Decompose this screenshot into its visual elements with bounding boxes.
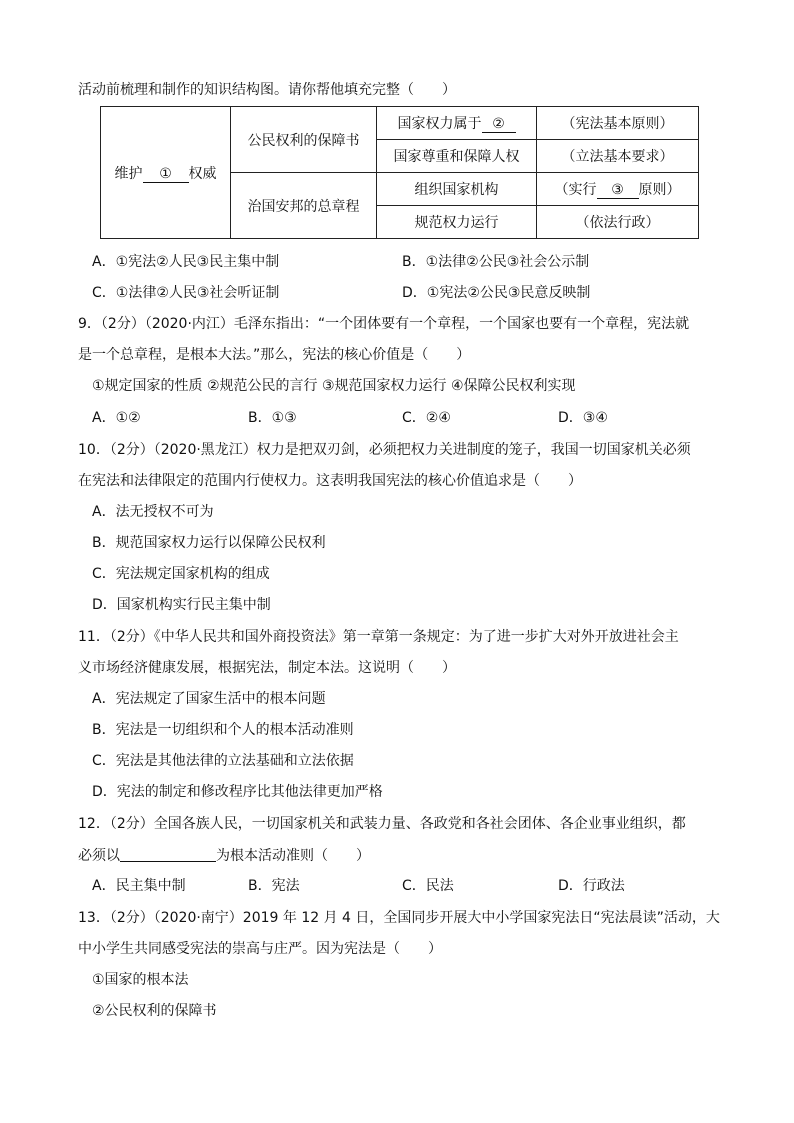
q12-option-a: A．民主集中制 [92,878,186,894]
q9-option-c: C．②④ [402,410,451,426]
table-cell-charter: 治国安邦的总章程 [231,173,377,239]
q8-option-d: D．①宪法②公民③民意反映制 [402,285,591,301]
table-cell-r1a [377,107,537,140]
q8-option-c: C．①法律②人民③社会听证制 [92,285,280,301]
q11-line-1: 11．（2分）《中华人民共和国外商投资法》第一章第一条规定：为了进一步扩大对外开放进社会主 [78,629,679,645]
table-cell-guarantee: 公民权利的保障书 [231,107,377,173]
q12-line-1: 12．（2分）全国各族人民，一切国家机关和武装力量、各政党和各社会团体、各企业事业组织，都 [78,816,686,832]
root-prefix: 维护 [114,165,143,182]
q11-option-c: C．宪法是其他法律的立法基础和立法依据 [92,753,354,769]
table-cell-root [101,107,231,239]
root-suffix: 权威 [188,165,217,182]
q9-line-2: 是一个总章程，是根本大法。”那么，宪法的核心价值是（ ） [78,347,471,363]
q9-option-b: B．①③ [248,410,297,426]
blank-3: ③ [597,182,639,199]
knowledge-structure-table [100,106,699,239]
blank-2: ② [482,116,516,133]
q12-line-2 [78,845,370,866]
q13-line-1: 13．（2分）（2020·南宁）2019 年 12 月 4 日，全国同步开展大中小学国家宪法日“宪法晨读”活动，大 [78,910,720,926]
q9-option-d: D．③④ [558,410,608,426]
q11-option-a: A．宪法规定了国家生活中的根本问题 [92,691,326,707]
r3b-suffix: 原则） [638,182,681,198]
q11-option-b: B．宪法是一切组织和个人的根本活动准则 [92,722,354,738]
q12-option-b: B．宪法 [248,878,300,894]
q12-line-2-suffix: 为根本活动准则（ ） [216,848,370,864]
q12-answer-blank [120,845,216,862]
q11-line-2: 义市场经济健康发展，根据宪法，制定本法。这说明（ ） [78,660,456,676]
r1a-prefix: 国家权力属于 [397,116,482,132]
q8-intro: 活动前梳理和制作的知识结构图。请你帮他填充完整（ ） [78,82,456,98]
q9-option-a: A．①② [92,410,141,426]
q11-option-d: D．宪法的制定和修改程序比其他法律更加严格 [92,784,383,800]
table-cell-r4b: （依法行政） [537,206,699,239]
q10-option-a: A．法无授权不可为 [92,504,214,520]
q10-option-c: C．宪法规定国家机构的组成 [92,566,270,582]
r3b-prefix: （实行 [554,182,597,198]
table-cell-r2a: 国家尊重和保障人权 [377,140,537,173]
q12-line-2-prefix: 必须以 [78,848,120,864]
table-cell-r3a: 组织国家机构 [377,173,537,206]
table-cell-r2b: （立法基本要求） [537,140,699,173]
table-cell-r4a: 规范权力运行 [377,206,537,239]
q8-option-a: A．①宪法②人民③民主集中制 [92,254,280,270]
q12-option-d: D．行政法 [558,878,625,894]
q13-item-1: ①国家的根本法 [92,972,189,988]
q13-item-2: ②公民权利的保障书 [92,1003,217,1019]
table-cell-r1b: （宪法基本原则） [537,107,699,140]
q13-line-2: 中小学生共同感受宪法的崇高与庄严。因为宪法是（ ） [78,941,442,957]
q10-line-2: 在宪法和法律限定的范围内行使权力。这表明我国宪法的核心价值追求是（ ） [78,473,582,489]
q10-option-d: D．国家机构实行民主集中制 [92,597,271,613]
table-cell-r3b [537,173,699,206]
q10-line-1: 10．（2分）（2020·黑龙江）权力是把双刃剑，必须把权力关进制度的笼子，我国一切国家机关必须 [78,442,691,458]
q9-line-1: 9．（2分）（2020·内江）毛泽东指出：“一个团体要有一个章程，一个国家也要有一个章程，宪法就 [78,316,690,332]
q8-option-b: B．①法律②公民③社会公示制 [402,254,590,270]
blank-1: ① [143,166,189,183]
q12-option-c: C．民法 [402,878,454,894]
q9-items: ①规定国家的性质 ②规范公民的言行 ③规范国家权力运行 ④保障公民权利实现 [92,378,576,394]
q10-option-b: B．规范国家权力运行以保障公民权利 [92,535,326,551]
